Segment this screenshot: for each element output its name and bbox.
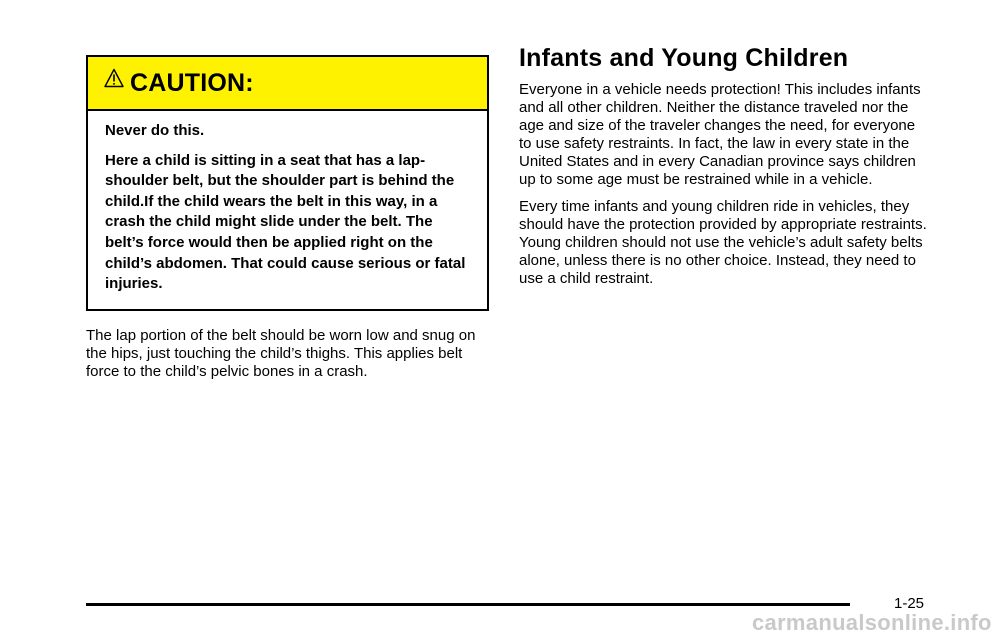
caution-title: CAUTION:	[130, 68, 254, 97]
watermark: carmanualsonline.info	[752, 610, 992, 635]
caution-body	[88, 111, 487, 309]
section-paragraph: Every time infants and young children ride in vehicles, they should have the protection provided by appropriate restraints. Young children should not use the vehicle’s adult safety belts alone, unless there is no other choice. Instead, they need to use a child restraint.	[519, 198, 927, 287]
lap-belt-paragraph: The lap portion of the belt should be worn low and snug on the hips, just touching the child’s thighs. This applies belt force to the child’s pelvic bones in a crash.	[86, 326, 476, 380]
footer-rule	[86, 603, 850, 606]
caution-header	[88, 57, 487, 111]
section-title: Infants and Young Children	[519, 44, 849, 72]
warning-triangle-icon	[104, 68, 124, 88]
page-number: 1-25	[894, 595, 925, 612]
left-column	[86, 55, 489, 381]
caution-box	[86, 55, 489, 311]
caution-paragraph: Here a child is sitting in a seat that has a lap-shoulder belt, but the shoulder part is behind the child.If the child wears the belt in this way, in a crash the child might slide under the belt. The belt’s force would then be applied right on the child’s abdomen. That could cause serious or fatal injuries.	[105, 151, 466, 293]
caution-paragraph: Never do this.	[105, 122, 205, 139]
section-paragraph: Everyone in a vehicle needs protection! This includes infants and all other children. Neither the distance traveled nor the age and size of the traveler changes the need, for everyone to use safety restraints. In fact, the law in every state in the United States and in every Canadian province says children up to some age must be restrained while in a vehicle.	[519, 81, 921, 188]
right-column	[519, 44, 929, 297]
